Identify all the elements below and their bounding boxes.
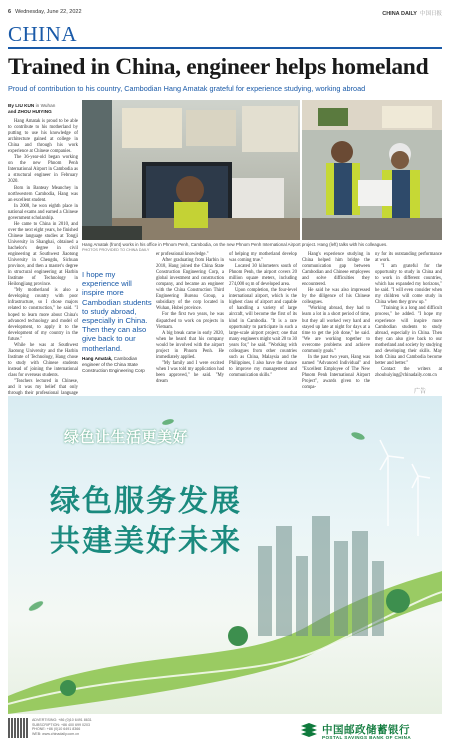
ad-title-line-2: 共建美好未来 [50, 524, 242, 559]
footer-line: PHONE: +86 (0)10 6491 8366 [32, 727, 81, 732]
article-column-4 [229, 252, 297, 379]
page-number: 6 [8, 9, 12, 15]
pull-quote-attribution [82, 356, 152, 373]
advertisement [8, 396, 442, 714]
article-paragraph: "Working abroad, they had to learn a lot in a short period of time, but they all worked very hard and stayed up late at night for days at a time to get the job done," he said. "We are working together to overcome problems and achieve commonly goals." [302, 306, 370, 354]
article-paragraph: Upon completion, the four-level international airport, which is the highest class of airport and capable of handling a variety of large aircraft, will become the first of its kind in Cambodia. "It is a rare opportunity to participate in such a large-scale airport project; one that many engineers might wait 20 to 30 years for," he said. "Working with colleagues from other countries such as China, Malaysia and the Philippines, I also have the chance to improve my management and communication skills." [229, 288, 297, 378]
article-paragraph: He came to China in 2010, and over the next eight years, he finished Chinese language studies at Tongji University in Shanghai, obtained a bachelor's degree in civil engineering at Southwest Jiaotong University in Chengdu, Sichuan province, and then a master's degree in structural engineering at Harbin Institute of Technology in Heilongjiang province. [8, 221, 78, 288]
article-paragraph: er professional knowledge." [156, 252, 209, 257]
section-title: CHINA [8, 22, 77, 46]
article-photo [82, 100, 442, 240]
photo-illustration [82, 100, 442, 240]
photo-caption-text: Hang Amatak (front) works in his office in Phnom Penh, Cambodia, on the new Phnom Penh International Airport project. Hang (left) talks with his colleagues. [82, 242, 388, 247]
article-column-6 [375, 252, 442, 379]
article-column-3 [156, 252, 224, 385]
byline-location: in Wuhan [34, 103, 56, 108]
byline-author-1: By LIU KUN [8, 103, 35, 108]
article-paragraph: Hang Amatak is proud to be able to contribute to his motherland by putting to use his knowledge of architecture gained at college in China and through his work experience at Chinese companies. [8, 119, 78, 155]
pull-quote-text: I hope my experience will inspire more Cambodian students to study abroad, especially in China. Then they can also give back to our motherland. [82, 270, 152, 353]
article-paragraph: The 36-year-old began working on the new Phnom Penh International Airport in Cambodia as a structural engineer in February 2020. [8, 155, 78, 185]
article-paragraph: "I am grateful for the opportunity to study in China and to work in different countries, which has expanded my horizons," he said. "I will even consider when my children will come study in China when they grow up." [375, 264, 442, 306]
article-paragraph: of helping my motherland develop was coming true." [229, 252, 297, 264]
article-paragraph: Contact the writers at zhouhuiying@chinadaily.com.cn [375, 366, 442, 378]
article-paragraph: In the past two years, Hang was named "Advanced Individual" and "Excellent Employee of The New Phnom Penh International Airport Project", awards given to the compa- [302, 354, 370, 391]
footer-info [32, 718, 112, 736]
pull-quote-role: Cambodian engineer of the China State Construction Engineering Corp [82, 356, 145, 373]
subhead: Proud of contribution to his country, Cambodian Hang Amatak grateful for experience studying, working abroad [8, 84, 366, 93]
article-paragraph: Hang's experience studying in China helped him bridge the communication gap between Cambodian and Chinese employees and solve difficulties they encountered. [302, 252, 370, 288]
article-column-1 [8, 119, 78, 427]
article-paragraph: "Teachers lectured in Chinese, and it was my belief that only through their professional language [8, 379, 78, 397]
article-paragraph: After graduating from Harbin in 2018, Hang joined the China State Construction Engineering Corp, a global investment and construction company, and became an engineer with the China Construction Third Engineering Bureau Group, a subsidiary of the corp located in Wuhan, Hubei province. [156, 258, 224, 312]
section-rule [8, 47, 442, 49]
article-paragraph: A big break came in early 2020, when he heard that his company would be involved with the airport project in Phnom Penh. He immediately applied. [156, 330, 224, 360]
page-header-left [8, 9, 82, 15]
article-paragraph: "My motherland is also a developing country with poor infrastructure, so I chose majors related to construction," he said. "I hoped to learn more about China's advanced technology and model of development, to apply it to the development of my country in the future." [8, 288, 78, 342]
pull-quote-name: Hang Amatak, [82, 356, 113, 361]
article-paragraph: He said he was also impressed by the diligence of his Chinese colleagues. [302, 288, 370, 306]
photo-credit: PHOTOS PROVIDED TO CHINA DAILY [82, 247, 150, 252]
bank-name-zh: 中国邮政储蓄银行 [322, 724, 410, 736]
headline: Trained in China, engineer helps homeland [8, 54, 429, 80]
ad-label: 广告 [414, 389, 427, 395]
article-paragraph: ny for its outstanding performance at work. [375, 252, 442, 264]
byline-author-2: and ZHOU HUIYING [8, 109, 52, 114]
article-column-5 [302, 252, 370, 391]
article-paragraph: Born in Banteay Meanchey in northwestern Cambodia, Hang was an excellent student. [8, 185, 78, 203]
byline [8, 103, 78, 115]
page-header [8, 8, 442, 18]
bank-name-en: POSTAL SAVINGS BANK OF CHINA [322, 735, 412, 740]
article-paragraph: Located 30 kilometers south of Phnom Penh, the airport covers 20 million square meters, including 274,000 sq m of developed area. [229, 264, 297, 288]
article-paragraph: While he was at Southwest Jiaotong University and the Harbin Institute of Technology, Hang chose to study with Chinese students instead of joining the international class for overseas students. [8, 342, 78, 378]
page-date: Wednesday, June 22, 2022 [15, 9, 82, 15]
article-paragraph: "My family and I were excited when I was told my application had been approved," he said. "My dream [156, 360, 224, 384]
paper-name: CHINA DAILY [382, 11, 417, 17]
article-paragraph: "Training is a long and difficult process," he added. "I hope my experience will inspire more Cambodian students to study abroad, especially in China. Then they can also give back to our motherland and society by studying and developing their skills. May both China and Cambodia become better and better." [375, 306, 442, 366]
bank-logo-block [300, 722, 442, 742]
footer-line: WEB: www.chinadaily.com.cn [32, 731, 80, 736]
paper-name-zh: 中国日报 [419, 11, 442, 17]
bank-logo-icon [300, 723, 318, 739]
footer-line: ADVERTISING: +86 (0)10 6491 8631 [32, 718, 92, 722]
ad-title-line-1: 绿色服务发展 [50, 484, 242, 519]
article-paragraph: In 2008, he won eighth place in national exams and earned a Chinese government scholarship. [8, 203, 78, 221]
article-paragraph: For the first two years, he was dispatched to work on projects in Vietnam. [156, 312, 224, 330]
footer-line: SUBSCRIPTION: +86 400 699 0203 [32, 722, 91, 727]
ad-slogan: 绿色让生活更美好 [64, 428, 189, 446]
page-header-right [382, 9, 442, 17]
qr-code [8, 718, 28, 738]
